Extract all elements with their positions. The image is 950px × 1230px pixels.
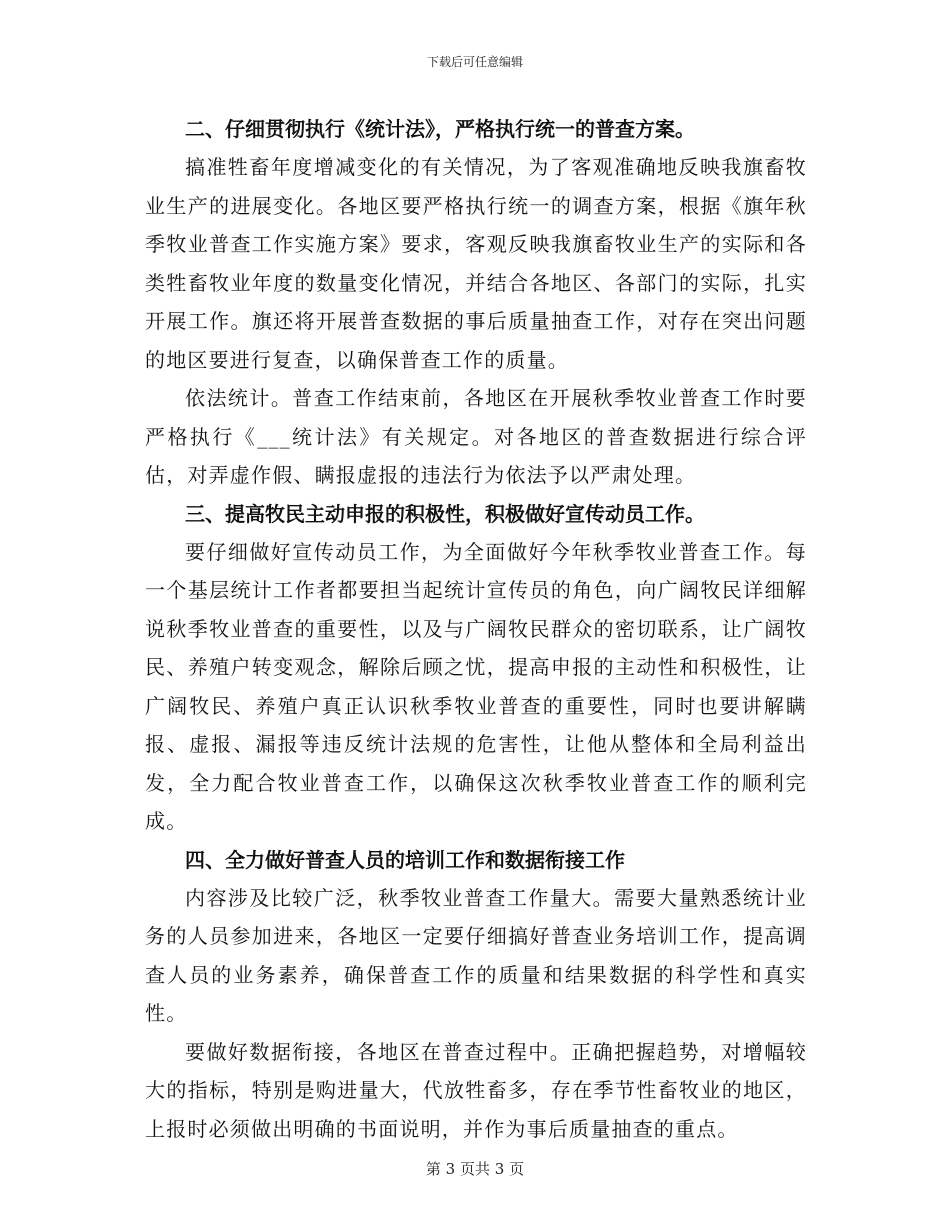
paragraph: 内容涉及比较广泛，秋季牧业普查工作量大。需要大量熟悉统计业务的人员参加进来，各地区一定要仔细搞好普查业务培训工作，提高调查人员的业务素养，确保普查工作的质量和结果数据的科学性和真实性。: [145, 885, 807, 1025]
paragraph: 依法统计。普查工作结束前，各地区在开展秋季牧业普查工作时要严格执行《___统计法》有关规定。对各地区的普查数据进行综合评估，对弄虚作假、瞒报虚报的违法行为依法予以严肃处理。: [145, 386, 807, 487]
section-heading-4: 四、全力做好普查人员的培训工作和数据衔接工作: [185, 847, 625, 872]
paragraph: 要仔细做好宣传动员工作，为全面做好今年秋季牧业普查工作。每一个基层统计工作者都要担当起统计宣传员的角色，向广阔牧民详细解说秋季牧业普查的重要性，以及与广阔牧民群众的密切联系，让广阔牧民、养殖户转变观念，解除后顾之忧，提高申报的主动性和积极性，让广阔牧民、养殖户真正认识秋季牧业普查的重要性，同时也要讲解瞒报、虚报、漏报等违反统计法规的危害性，让他从整体和全局利益出发，全力配合牧业普查工作，以确保这次秋季牧业普查工作的顺利完成。: [145, 539, 807, 833]
document-body: [145, 110, 807, 1148]
section-heading-2: 二、仔细贯彻执行《统计法》，严格执行统一的普查方案。: [185, 117, 695, 141]
page-number: 第 3 页共 3 页: [425, 1160, 525, 1178]
paragraph: 搞准牲畜年度增减变化的有关情况，为了客观准确地反映我旗畜牧业生产的进展变化。各地区要严格执行统一的调查方案，根据《旗年秋季牧业普查工作实施方案》要求，客观反映我旗畜牧业生产的实际和各类牲畜牧业年度的数量变化情况，并结合各地区、各部门的实际，扎实开展工作。旗还将开展普查数据的事后质量抽查工作，对存在突出问题的地区要进行复查，以确保普查工作的质量。: [145, 155, 807, 372]
section-heading-3: 三、提高牧民主动申报的积极性，积极做好宣传动员工作。: [185, 501, 705, 526]
header-note: 下载后可任意编辑: [426, 55, 523, 69]
paragraph: 要做好数据衔接，各地区在普查过程中。正确把握趋势，对增幅较大的指标，特别是购进量大，代放牲畜多，存在季节性畜牧业的地区，上报时必须做出明确的书面说明，并作为事后质量抽查的重点。: [145, 1039, 807, 1141]
